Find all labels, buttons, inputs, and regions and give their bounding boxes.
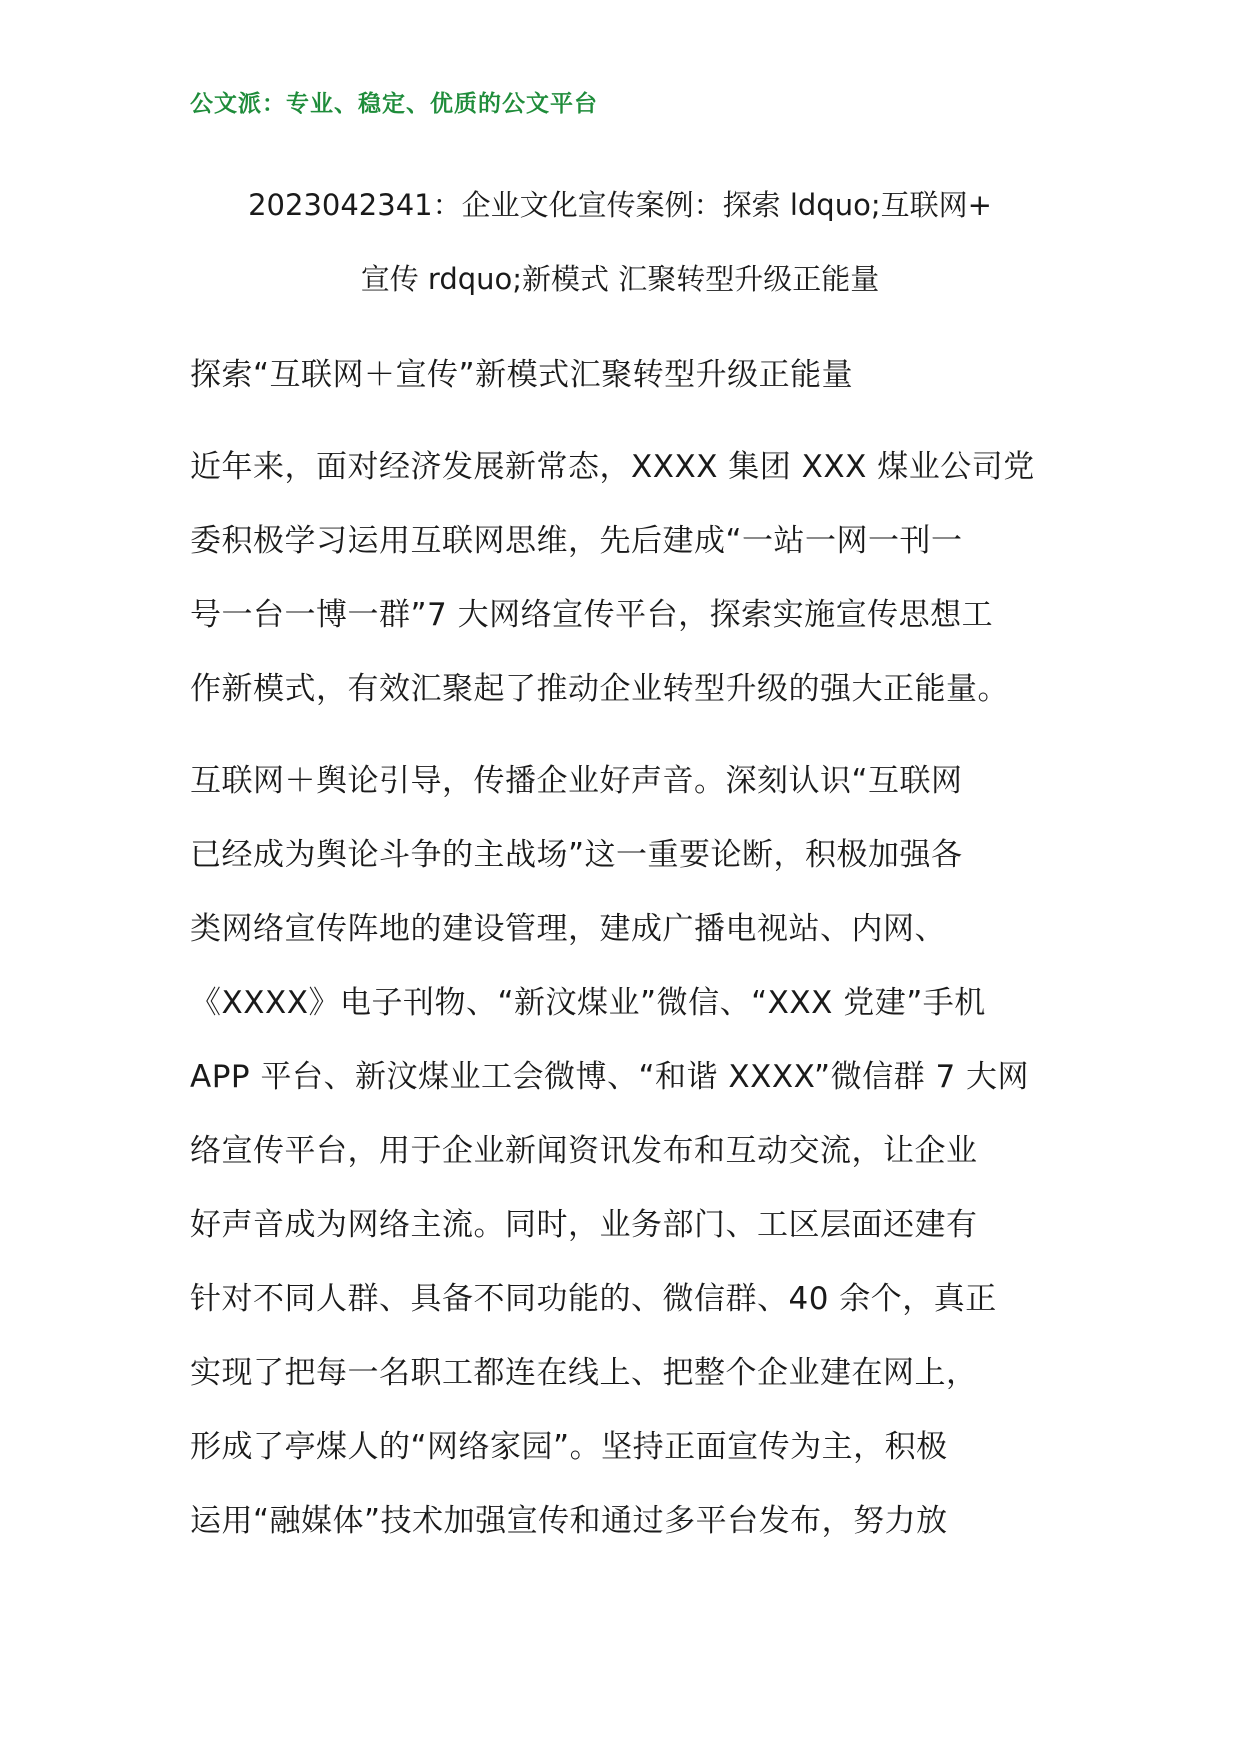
paragraph-section-1 [190, 744, 1050, 1558]
paragraph-line: 络宣传平台，用于企业新闻资讯发布和互动交流，让企业 [190, 1133, 978, 1169]
paragraph-line: 运用“融媒体”技术加强宣传和通过多平台发布，努力放 [190, 1503, 948, 1539]
paragraph-line: 《XXXX》电子刊物、“新汶煤业”微信、“XXX 党建”手机 [190, 985, 986, 1021]
paragraph-line: 近年来，面对经济发展新常态，XXXX 集团 XXX 煤业公司党 [190, 449, 1035, 485]
document-title-line: 宣传 rdquo;新模式 汇聚转型升级正能量 [360, 262, 880, 296]
paragraph-line: 委积极学习运用互联网思维，先后建成“一站一网一刊一 [190, 523, 963, 559]
paragraph-line: 探索“互联网＋宣传”新模式汇聚转型升级正能量 [190, 357, 854, 393]
paragraph-line: 号一台一博一群”7 大网络宣传平台，探索实施宣传思想工 [190, 597, 994, 633]
paragraph-line: APP 平台、新汶煤业工会微博、“和谐 XXXX”微信群 7 大网 [190, 1059, 1030, 1095]
paragraph-intro [190, 430, 1050, 726]
paragraph-line: 互联网＋舆论引导，传播企业好声音。深刻认识“互联网 [190, 763, 963, 799]
paragraph-line: 已经成为舆论斗争的主战场”这一重要论断，积极加强各 [190, 837, 963, 873]
article-heading [190, 338, 1050, 412]
paragraph-line: 好声音成为网络主流。同时，业务部门、工区层面还建有 [190, 1207, 978, 1243]
paragraph-line: 作新模式，有效汇聚起了推动企业转型升级的强大正能量。 [190, 671, 1009, 707]
paragraph-line: 形成了亭煤人的“网络家园”。坚持正面宣传为主，积极 [190, 1429, 948, 1465]
paragraph-line: 针对不同人群、具备不同功能的、微信群、40 余个，真正 [190, 1281, 997, 1317]
paragraph-line: 实现了把每一名职工都连在线上、把整个企业建在网上， [190, 1355, 978, 1391]
document-title-line: 2023042341：企业文化宣传案例：探索 ldquo;互联网+ [248, 188, 992, 222]
document-title [190, 168, 1050, 316]
paragraph-line: 类网络宣传阵地的建设管理，建成广播电视站、内网、 [190, 911, 946, 947]
site-header-slogan: 公文派：专业、稳定、优质的公文平台 [190, 91, 598, 117]
document-body [190, 338, 1050, 1576]
